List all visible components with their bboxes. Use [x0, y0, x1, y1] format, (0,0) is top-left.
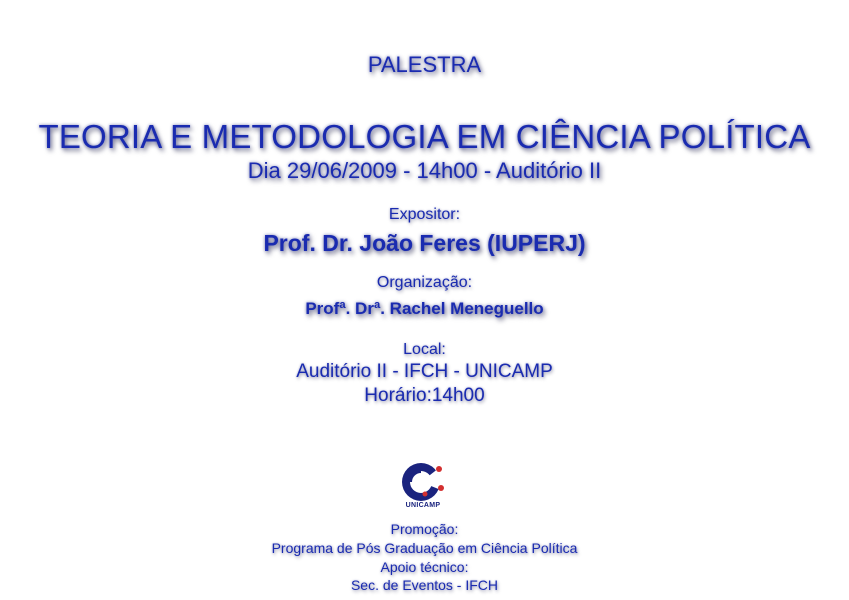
- expositor-label: Expositor:: [388, 206, 461, 223]
- organizacao-label: Organização:: [376, 274, 473, 291]
- apoio-name: Sec. de Eventos - IFCH: [350, 577, 499, 593]
- event-dateline: Dia 29/06/2009 - 14h00 - Auditório II: [247, 158, 602, 183]
- promocao-label: Promoção:: [390, 521, 459, 537]
- unicamp-logo-caption: UNICAMP: [405, 502, 441, 509]
- local-label: Local:: [403, 341, 446, 358]
- local-place: Auditório II - IFCH - UNICAMP: [296, 361, 553, 382]
- event-kicker: PALESTRA: [367, 52, 482, 77]
- promocao-program: Programa de Pós Graduação em Ciência Política: [271, 540, 578, 556]
- apoio-label: Apoio técnico:: [380, 559, 469, 575]
- local-time: Horário:14h00: [364, 385, 485, 406]
- organizacao-name: Profª. Drª. Rachel Meneguello: [305, 299, 544, 318]
- event-title: TEORIA E METODOLOGIA EM CIÊNCIA POLÍTICA: [38, 118, 811, 155]
- expositor-name: Prof. Dr. João Feres (IUPERJ): [263, 230, 586, 256]
